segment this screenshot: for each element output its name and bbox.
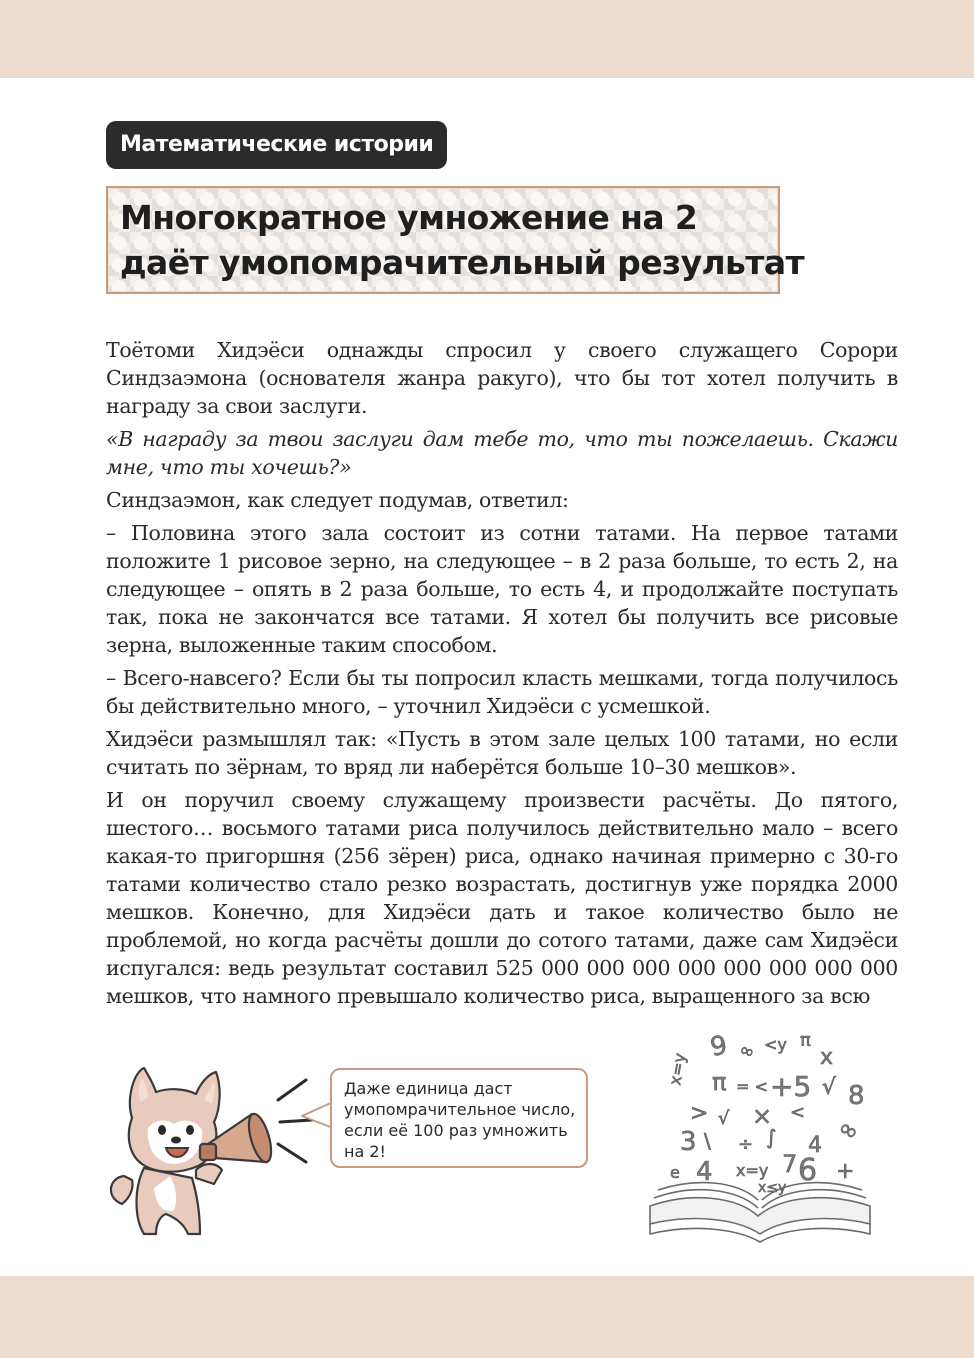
svg-text:∫: ∫ xyxy=(766,1125,777,1149)
svg-text:√: √ xyxy=(718,1108,730,1129)
paragraph: – Половина этого зала состоит из сотни татами. На первое татами положите 1 рисовое зерно, на следующее – в 2 раза больше, то есть 2, на следующее – опять в 2 раза больше, то есть 4, и продолжайте поступать так, пока не закончатся все татами. Я хотел бы получить все рисовые зерна, выложенные таким способом. xyxy=(106,521,898,657)
svg-text:÷: ÷ xyxy=(738,1134,754,1155)
article-body xyxy=(106,336,898,1015)
title-box xyxy=(106,186,805,294)
svg-text:x=y: x=y xyxy=(665,1051,690,1087)
svg-text:8: 8 xyxy=(848,1081,865,1111)
svg-text:+5: +5 xyxy=(770,1070,812,1103)
paragraph: Синдзаэмон, как следует подумав, ответил: xyxy=(106,488,569,512)
svg-text:>: > xyxy=(690,1101,709,1126)
svg-text:x=y: x=y xyxy=(736,1161,769,1180)
svg-text:√: √ xyxy=(822,1075,837,1100)
section-tag: Математические истории xyxy=(106,121,447,169)
svg-text:4: 4 xyxy=(696,1157,713,1187)
svg-text:π: π xyxy=(712,1068,727,1096)
svg-text:<: < xyxy=(790,1102,806,1123)
speech-bubble-text: Даже единица даст умопомрачительное число, если её 100 раз умножить на 2! xyxy=(344,1079,576,1161)
top-band xyxy=(0,0,974,78)
svg-text:<y: <y xyxy=(764,1035,787,1054)
svg-text:π: π xyxy=(800,1030,811,1051)
title-line-2: даёт умопомрачительный результат xyxy=(120,243,805,282)
open-book-with-numbers-icon xyxy=(640,1020,880,1260)
title-line-1: Многократное умножение на 2 xyxy=(120,198,698,237)
svg-text:∞: ∞ xyxy=(736,1038,758,1064)
svg-text:x: x xyxy=(820,1045,834,1070)
svg-text:e: e xyxy=(670,1163,680,1182)
paragraph: Хидэёси размышлял так: «Пусть в этом зале целых 100 татами, но если считать по зёрнам, то вряд ли наберётся больше 10–30 мешков». xyxy=(106,727,898,779)
svg-text:4: 4 xyxy=(808,1133,822,1158)
svg-text:6: 6 xyxy=(798,1153,818,1188)
svg-text:×: × xyxy=(752,1102,773,1130)
svg-text:∞: ∞ xyxy=(833,1112,865,1148)
paragraph: – Всего-навсего? Если бы ты попросил класть мешками, тогда получилось бы действительно много, – уточнил Хидэёси с усмешкой. xyxy=(106,666,898,718)
paragraph: Тоётоми Хидэёси однажды спросил у своего служащего Сорори Синдзаэмона (основателя жанра ракуго), что бы тот хотел получить в награду за свои заслуги. xyxy=(106,338,898,418)
svg-text:3: 3 xyxy=(680,1127,697,1157)
svg-text:9: 9 xyxy=(708,1030,730,1063)
paragraph: И он поручил своему служащему произвести расчёты. До пятого, шестого… восьмого татами риса получилось действительно мало – всего какая-то пригоршня (256 зёрен) риса, однако начиная примерно с 30-го татами количество стало резко возрастать, достигнув уже порядка 2000 мешков. Конечно, для Хидэёси дать и такое количество было не проблемой, но когда расчёты дошли до сотого татами, даже сам Хидэёси испугался: ведь результат составил 525 000 000 000 000 000 000 000 000 мешков, что намного превышало количество риса, выращенного за всю xyxy=(106,788,898,1008)
svg-text:\: \ xyxy=(704,1129,711,1153)
bottom-band xyxy=(0,1276,974,1358)
svg-text:x≤y: x≤y xyxy=(758,1180,787,1196)
svg-text:= <: = < xyxy=(736,1077,768,1096)
bubble-tail xyxy=(300,1100,334,1130)
svg-text:+: + xyxy=(836,1159,855,1184)
quote-paragraph: «В награду за твои заслуги дам тебе то, что ты пожелаешь. Скажи мне, что ты хочешь?» xyxy=(106,427,898,479)
svg-text:7: 7 xyxy=(782,1150,798,1178)
